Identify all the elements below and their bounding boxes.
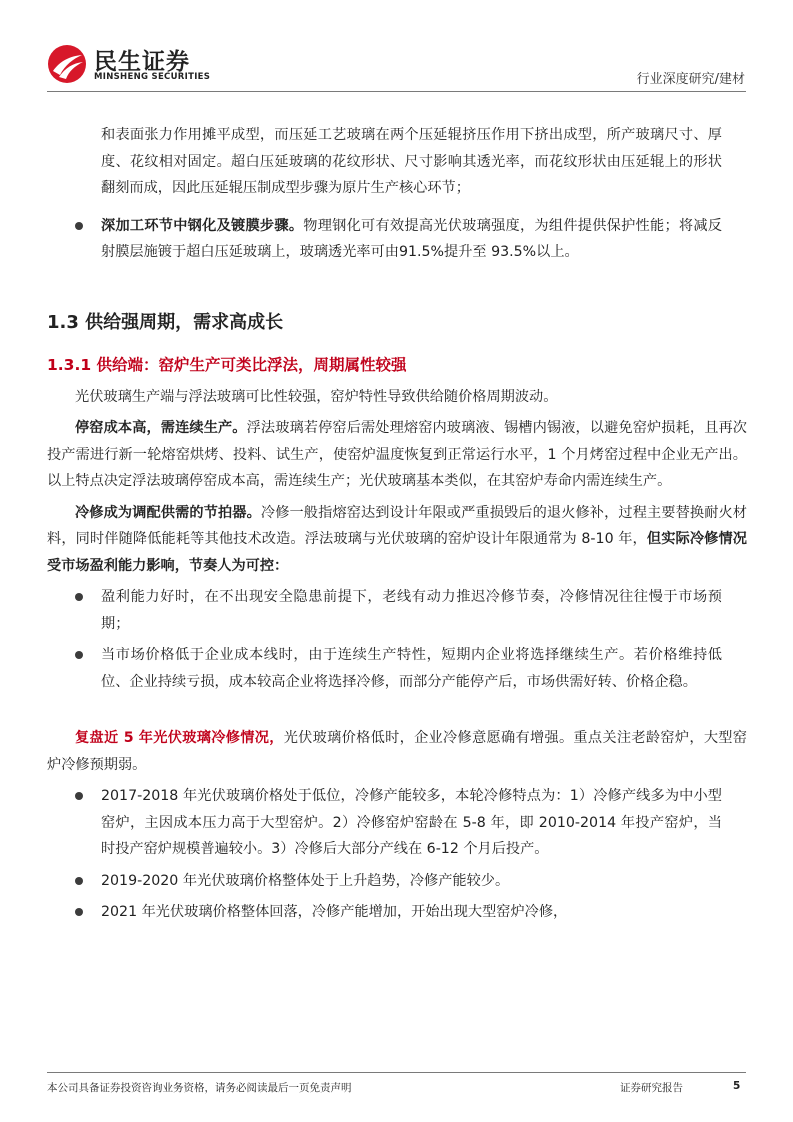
bullet-2017-text: 2017-2018 年光伏玻璃价格处于低位，冷修产能较多，本轮冷修特点为：1）冷修产线多为中小型窑炉，主因成本压力高于大型窑炉。2）冷修窑炉窑龄在 5-8 年，即 2010-2014 年投产窑炉，当时投产窑炉规模普遍较小。3）冷修后大部分产线在 6-12 个月后投产。 <box>101 788 722 857</box>
para-cold-text: 冷修一般指熔窑达到设计年限或严重损毁后的退火修补，过程主要替换耐火材料，同时伴随降低能耗等其他技术改造。浮法玻璃与光伏玻璃的窑炉设计年限通常为 8-10 年， <box>47 504 747 547</box>
bullet-2021-text: 2021 年光伏玻璃价格整体回落，冷修产能增加，开始出现大型窑炉冷修， <box>101 904 568 920</box>
bullet-icon <box>75 792 83 800</box>
bullet-icon <box>75 593 83 601</box>
para-cold-repair <box>47 500 747 580</box>
bullet-2017-2018 <box>47 783 747 863</box>
bullet-icon <box>75 651 83 659</box>
header-divider <box>47 91 746 92</box>
report-category: 行业深度研究/建材 <box>636 72 745 87</box>
minsheng-logo-icon <box>47 44 87 84</box>
bullet-profit-good <box>47 584 747 637</box>
footer-report-type: 证券研究报告 <box>620 1082 683 1094</box>
para-stop-text: 浮法玻璃若停窑后需处理熔窑内玻璃液、锡槽内锡液，以避免窑炉损耗，且再次投产需进行新一轮熔窑烘烤、投料、试生产，使窑炉温度恢复到正常运行水平，1 个月烤窑过程中企业无产出。以上特点决定浮法玻璃停窑成本高，需连续生产；光伏玻璃基本类似，在其窑炉寿命内需连续生产。 <box>47 420 747 489</box>
footer-disclaimer: 本公司具备证券投资咨询业务资格，请务必阅读最后一页免责声明 <box>47 1082 352 1094</box>
bullet-icon <box>75 877 83 885</box>
bullet-2021 <box>47 899 747 926</box>
page-content <box>47 118 747 926</box>
bullet-profit-low-text: 当市场价格低于企业成本线时，由于连续生产特性，短期内企业将选择继续生产。若价格维持低位、企业持续亏损，成本较高企业将选择冷修，而部分产能停产后，市场供需好转、价格企稳。 <box>101 647 722 690</box>
para-review-text: 光伏玻璃价格低时，企业冷修意愿确有增强。重点关注老龄窑炉，大型窑炉冷修预期弱。 <box>47 730 747 773</box>
bullet-profit-good-text: 盈利能力好时，在不出现安全隐患前提下，老线有动力推迟冷修节奏，冷修情况往往慢于市场预期； <box>101 589 722 632</box>
para-cold-bold: 冷修成为调配供需的节拍器。 <box>75 504 261 521</box>
bullet-deep-text: 物理钢化可有效提高光伏玻璃强度，为组件提供保护性能；将减反射膜层施镀于超白压延玻璃上，玻璃透光率可由91.5%提升至 93.5%以上。 <box>101 217 722 260</box>
subsection-heading: 1.3.1 供给端：窑炉生产可类比浮法，周期属性较强 <box>47 355 407 374</box>
logo-english-name: MINSHENG SECURITIES <box>94 72 211 82</box>
bullet-icon <box>75 908 83 916</box>
bullet-2019-2020 <box>47 868 747 895</box>
bullet-deep-processing <box>47 213 747 266</box>
para-review-red: 复盘近 5 年光伏玻璃冷修情况， <box>75 730 284 746</box>
bullet-continuation <box>47 122 747 202</box>
bullet-deep-bold: 深加工环节中钢化及镀膜步骤。 <box>101 217 304 234</box>
para-cold-bold2: 但实际冷修情况受市场盈利能力影响，节奏人为可控： <box>47 531 747 574</box>
bullet-icon <box>75 222 83 230</box>
bullet-profit-low <box>47 642 747 695</box>
page-number: 5 <box>733 1080 741 1092</box>
para-stop-bold: 停窑成本高，需连续生产。 <box>75 420 247 436</box>
para-intro: 光伏玻璃生产端与浮法玻璃可比性较强，窑炉特性导致供给随价格周期波动。 <box>75 388 558 405</box>
bullet-continuation-text: 和表面张力作用摊平成型，而压延工艺玻璃在两个压延辊挤压作用下挤出成型，所产玻璃尺寸、厚度、花纹相对固定。超白压延玻璃的花纹形状、尺寸影响其透光率，而花纹形状由压延辊上的形状翻刻而成，因此压延辊压制成型步骤为原片生产核心环节； <box>101 127 722 196</box>
section-heading: 1.3 供给强周期，需求高成长 <box>47 311 284 333</box>
para-stop-kiln <box>47 415 747 495</box>
logo-chinese-name: 民生证券 <box>94 49 190 75</box>
footer-divider <box>47 1072 746 1073</box>
page-header <box>0 0 793 92</box>
bullet-2019-text: 2019-2020 年光伏玻璃价格整体处于上升趋势，冷修产能较少。 <box>101 872 510 889</box>
para-review <box>47 725 747 778</box>
